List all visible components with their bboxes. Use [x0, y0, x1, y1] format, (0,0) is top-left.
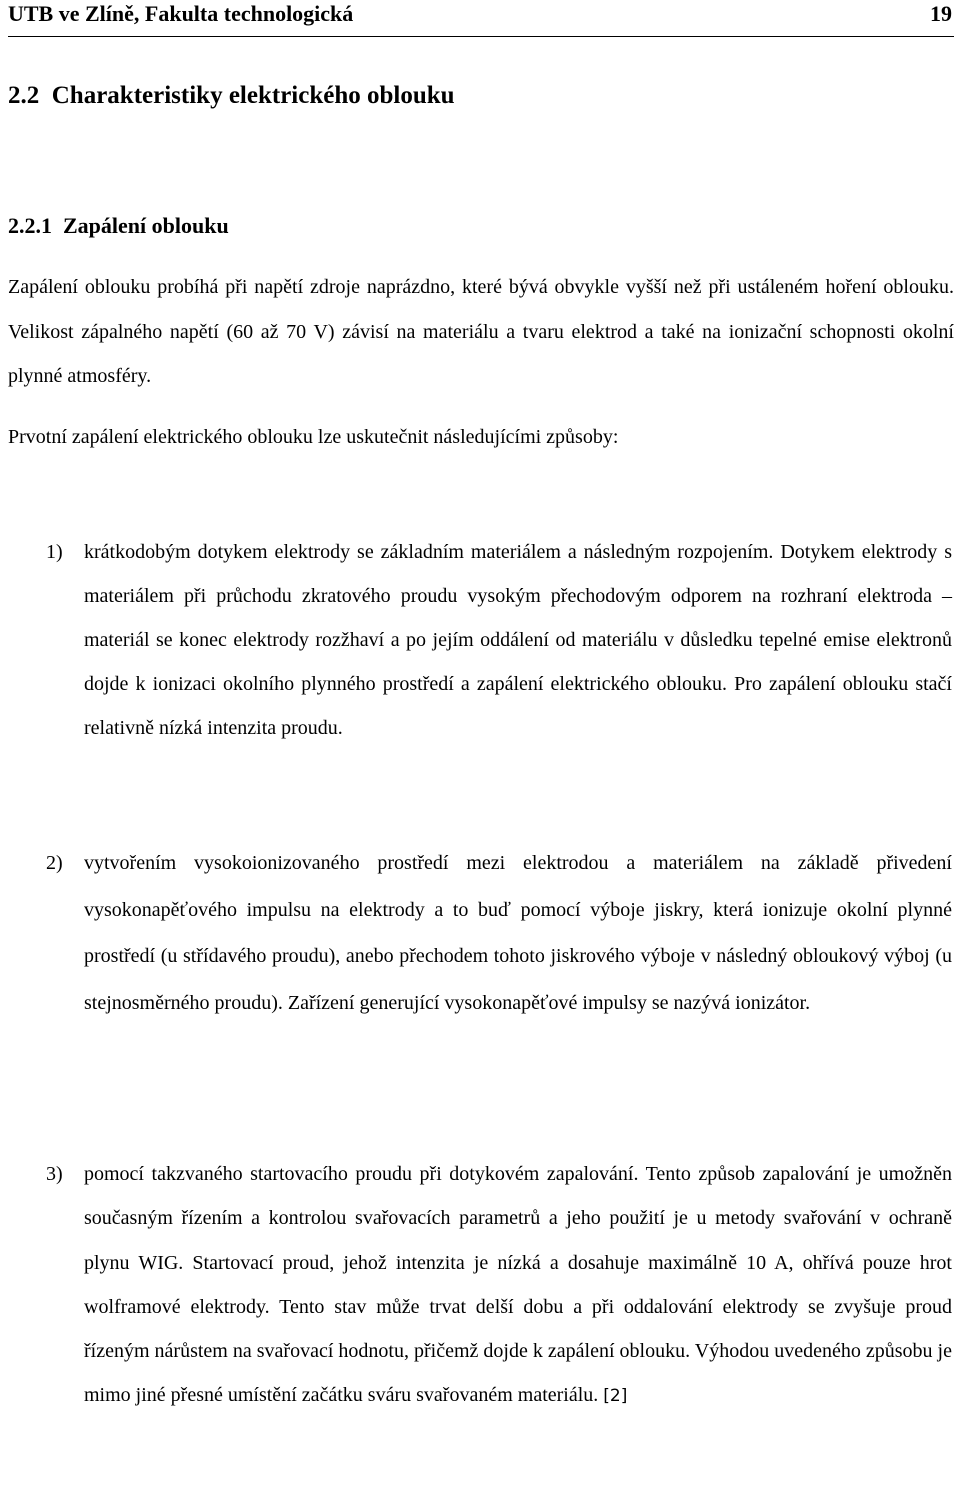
- list-item-text: krátkodobým dotykem elektrody se základním materiálem a následným rozpojením. Dotykem elektrody s materiálem při průchodu zkratového proudu vysokým přechodovým odporem na rozhraní elektroda – materiál se konec elektrody rozžhaví a po jejím oddálení od materiálu v důsledku tepelné emise elektronů dojde k ionizaci okolního plynného prostředí a zapálení elektrického oblouku. Pro zapálení oblouku stačí relativně nízká intenzita proudu.: [84, 541, 952, 739]
- list-item-number: 2): [46, 852, 63, 874]
- citation-reference: [2]: [603, 1386, 628, 1407]
- header-title: UTB ve Zlíně, Fakulta technologická: [8, 1, 354, 26]
- page-header: [8, 0, 954, 37]
- paragraph-ignition-voltage: Zapálení oblouku probíhá při napětí zdroje naprázdno, které bývá obvykle vyšší než při ustáleném hoření oblouku. Velikost zápalného napětí (60 až 70 V) závisí na materiálu a tvaru elektrod a také na ionizační schopnosti okolní plynné atmosféry.: [8, 276, 954, 387]
- paragraph-ignition-methods-intro: Prvotní zapálení elektrického oblouku lze uskutečnit následujícími způsoby:: [8, 426, 619, 448]
- subsection-heading: 2.2.1 Zapálení oblouku: [8, 213, 229, 238]
- list-item-number: 3): [46, 1163, 63, 1185]
- section-heading: 2.2 Charakteristiky elektrického oblouku: [8, 82, 455, 109]
- list-item-text-wrapper: [84, 1152, 952, 1419]
- page-number: 19: [930, 1, 952, 26]
- list-item-text: pomocí takzvaného startovacího proudu při dotykovém zapalování. Tento způsob zapalování je umožněn současným řízením a kontrolou svařovacích parametrů a jeho použití je u metody svařování v ochraně plynu WIG. Startovací proud, jehož intenzita je nízká a dosahuje maximálně 10 A, ohřívá pouze hrot wolframové elektrody. Tento stav může trvat delší dobu a při oddalování elektrody se zvyšuje proud řízeným nárůstem na svařovací hodnotu, přičemž dojde k zapálení oblouku. Výhodou uvedeného způsobu je mimo jiné přesné umístění začátku sváru svařovaném materiálu.: [84, 1163, 952, 1407]
- list-item-number: 1): [46, 541, 63, 563]
- list-item-text: vytvořením vysokoionizovaného prostředí mezi elektrodou a materiálem na základě přivedení vysokonapěťového impulsu na elektrody a to buď pomocí výboje jiskry, která ionizuje okolní plynné prostředí (u střídavého proudu), anebo přechodem tohoto jiskrového výboje v následný obloukový výboj (u stejnosměrného proudu). Zařízení generující vysokonapěťové impulsy se nazývá ionizátor.: [84, 852, 952, 1014]
